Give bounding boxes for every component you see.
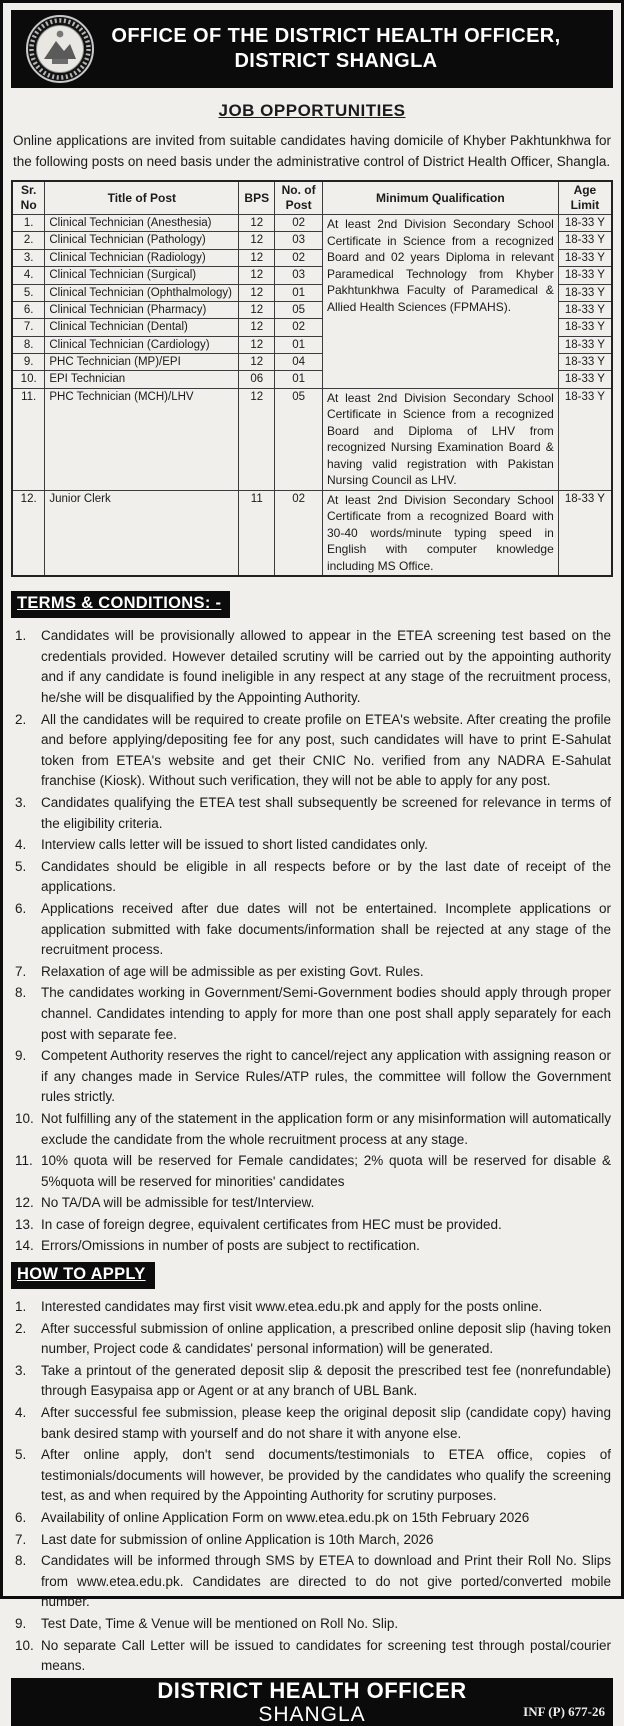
office-title-line1: OFFICE OF THE DISTRICT HEALTH OFFICER, bbox=[111, 25, 561, 47]
no-of-posts: 04 bbox=[275, 354, 323, 371]
term-item: Not fulfilling any of the statement in the application form or any misinformation will automatically exclude the candidate from the whole recruitment process at any stage. bbox=[41, 1110, 611, 1147]
sr-no: 9. bbox=[12, 354, 45, 371]
sr-no: 8. bbox=[12, 336, 45, 353]
age-limit: 18-33 Y bbox=[558, 232, 612, 249]
age-limit: 18-33 Y bbox=[558, 319, 612, 336]
qualification: At least 2nd Division Secondary School Certificate in Science from a recognized Board and Diploma of LHV from recognized Nursing Examination Board & having valid registration with Pakistan Nursing Council as LHV. bbox=[322, 388, 558, 490]
sr-no: 3. bbox=[12, 249, 45, 266]
no-of-posts: 03 bbox=[275, 267, 323, 284]
posts-table bbox=[11, 180, 613, 577]
age-limit: 18-33 Y bbox=[558, 388, 612, 490]
apply-step: No separate Call Letter will be issued to candidates for screening test through postal/courier means. bbox=[41, 1637, 611, 1674]
term-item: All the candidates will be required to create profile on ETEA's website. After creating the profile and before applying/depositing fee for any post, such candidates will have to print E-Sahulat token from ETEA's website and get their CNIC No. verified from any NADRA E-Sahulat franchise (Kiosk). Without such verification, they will not be able to apply for any post. bbox=[41, 711, 611, 789]
bps: 12 bbox=[239, 215, 275, 232]
apply-step: Take a printout of the generated deposit slip & deposit the prescribed test fee (nonrefundable) through Easypaisa app or Agent or at any branch of UBL Bank. bbox=[41, 1362, 611, 1399]
how-to-apply-heading bbox=[11, 1262, 155, 1289]
apply-step: Availability of online Application Form on www.etea.edu.pk on 15th February 2026 bbox=[41, 1510, 530, 1525]
footer-officer-title: DISTRICT HEALTH OFFICER bbox=[157, 1677, 467, 1703]
post-title: Clinical Technician (Surgical) bbox=[45, 267, 239, 284]
table-row bbox=[12, 388, 612, 490]
how-to-apply-heading-label: HOW TO APPLY bbox=[17, 1265, 146, 1284]
sr-no: 12. bbox=[12, 490, 45, 576]
table-row bbox=[12, 490, 612, 576]
col-header-minimum-qualification: Minimum Qualification bbox=[322, 181, 558, 215]
bps: 06 bbox=[239, 371, 275, 388]
how-to-apply-list bbox=[13, 1297, 611, 1678]
term-item: Competent Authority reserves the right to cancel/reject any application with assigning reason or if any changes made in Service Rules/ATP rules, the committee will follow the Government rules strictly. bbox=[41, 1048, 611, 1105]
col-header-no-of-post: No. of Post bbox=[275, 181, 323, 215]
header-titles bbox=[99, 24, 603, 74]
post-title: Clinical Technician (Anesthesia) bbox=[45, 215, 239, 232]
bps: 12 bbox=[239, 319, 275, 336]
term-item: Candidates should be eligible in all respects before or by the last date of receipt of the applications. bbox=[41, 858, 611, 895]
post-title: Clinical Technician (Ophthalmology) bbox=[45, 284, 239, 301]
bps: 12 bbox=[239, 267, 275, 284]
bps: 12 bbox=[239, 284, 275, 301]
no-of-posts: 05 bbox=[275, 301, 323, 318]
footer-advert-ref: INF (P) 677-26 bbox=[523, 1704, 605, 1720]
post-title: EPI Technician bbox=[45, 371, 239, 388]
age-limit: 18-33 Y bbox=[558, 301, 612, 318]
bps: 12 bbox=[239, 301, 275, 318]
apply-step: Interested candidates may first visit www.etea.edu.pk and apply for the posts online. bbox=[41, 1299, 543, 1315]
header-bar bbox=[11, 10, 613, 88]
office-title-line2: DISTRICT SHANGLA bbox=[234, 50, 438, 72]
terms-heading-label: TERMS & CONDITIONS: - bbox=[17, 594, 222, 613]
term-item: Candidates qualifying the ETEA test shall subsequently be screened for relevance in terms of the eligibility criteria. bbox=[41, 795, 611, 831]
age-limit: 18-33 Y bbox=[558, 215, 612, 232]
term-item: Interview calls letter will be issued to short listed candidates only. bbox=[41, 837, 428, 853]
term-item: Errors/Omissions in number of posts are subject to rectification. bbox=[41, 1238, 420, 1254]
bps: 12 bbox=[239, 232, 275, 249]
age-limit: 18-33 Y bbox=[558, 249, 612, 266]
sr-no: 1. bbox=[12, 215, 45, 232]
sr-no: 5. bbox=[12, 284, 45, 301]
how-to-apply-heading-wrap bbox=[11, 1258, 613, 1297]
terms-heading bbox=[11, 591, 230, 618]
sr-no: 4. bbox=[12, 267, 45, 284]
age-limit: 18-33 Y bbox=[558, 267, 612, 284]
age-limit: 18-33 Y bbox=[558, 371, 612, 388]
apply-step: After online apply, don't send documents/testimonials to ETEA office, copies of testimonials/documents will however, be provided by the candidates who qualify the screening test, as and when required by the Appointing Authority for scrutiny purposes. bbox=[41, 1447, 611, 1504]
no-of-posts: 01 bbox=[275, 371, 323, 388]
table-row bbox=[12, 215, 612, 232]
qualification-rows-1-10: At least 2nd Division Secondary School Certificate in Science from a recognized Board and 02 years Diploma in relevant Paramedical Technology from Khyber Pakhtunkhwa Faculty of Paramedical & Allied Health Sciences (FPMAHS). bbox=[322, 215, 558, 389]
term-item: Candidates will be provisionally allowed to appear in the ETEA screening test based on the credentials provided. However detailed scrutiny will be carried out by the appointing authority and if any candidate is found ineligible in any respect at any stage of the recruitment process, he/she will be disqualified by the Appointing Authority. bbox=[41, 628, 611, 706]
post-title: Junior Clerk bbox=[45, 490, 239, 576]
page-title: JOB OPPORTUNITIES bbox=[218, 101, 406, 120]
post-title: Clinical Technician (Pharmacy) bbox=[45, 301, 239, 318]
apply-step: After successful fee submission, please keep the original deposit slip (candidate copy) having bank desired stamp with yourself and do not share it with anyone else. bbox=[41, 1405, 611, 1441]
sr-no: 2. bbox=[12, 232, 45, 249]
no-of-posts: 01 bbox=[275, 336, 323, 353]
post-title: Clinical Technician (Cardiology) bbox=[45, 336, 239, 353]
qualification: At least 2nd Division Secondary School Certificate from a recognized Board with 30-40 words/minute typing speed in English with computer knowledge including MS Office. bbox=[322, 490, 558, 576]
col-header-title-of-post: Title of Post bbox=[45, 181, 239, 215]
no-of-posts: 02 bbox=[275, 215, 323, 232]
bps: 12 bbox=[239, 336, 275, 353]
footer-bar bbox=[11, 1678, 613, 1726]
no-of-posts: 05 bbox=[275, 388, 323, 490]
no-of-posts: 02 bbox=[275, 249, 323, 266]
age-limit: 18-33 Y bbox=[558, 336, 612, 353]
term-item: 10% quota will be reserved for Female candidates; 2% quota will be reserved for disable & 5%quota will be reserved for minorities' candidates bbox=[41, 1153, 611, 1189]
footer-district: SHANGLA bbox=[258, 1703, 366, 1726]
bps: 12 bbox=[239, 388, 275, 490]
term-item: In case of foreign degree, equivalent certificates from HEC must be provided. bbox=[41, 1216, 502, 1232]
bps: 11 bbox=[239, 490, 275, 576]
table-header-row bbox=[12, 181, 612, 215]
post-title: Clinical Technician (Radiology) bbox=[45, 249, 239, 266]
post-title: PHC Technician (MCH)/LHV bbox=[45, 388, 239, 490]
term-item: Applications received after due dates will not be entertained. Incomplete applications or application submitted with fake documents/information shall be rejected at any stage of the recruitment process. bbox=[41, 900, 611, 958]
terms-heading-wrap bbox=[11, 587, 613, 626]
sr-no: 6. bbox=[12, 301, 45, 318]
apply-step: Test Date, Time & Venue will be mentioned on Roll No. Slip. bbox=[41, 1615, 399, 1631]
term-item: The candidates working in Government/Semi-Government bodies should apply through proper channel. Candidates intending to apply for more than one post shall apply separately for each post with separate fee. bbox=[41, 985, 611, 1042]
post-title: Clinical Technician (Dental) bbox=[45, 319, 239, 336]
age-limit: 18-33 Y bbox=[558, 284, 612, 301]
intro-paragraph: Online applications are invited from suitable candidates having domicile of Khyber Pakhtunkhwa for the following posts on need basis under the administrative control of District Health Officer, Shangla. bbox=[13, 133, 611, 169]
apply-step: After successful submission of online application, a prescribed online deposit slip (having token number, Project code & candidates' personal information) will be generated. bbox=[41, 1320, 611, 1357]
post-title: PHC Technician (MP)/EPI bbox=[45, 354, 239, 371]
sr-no: 10. bbox=[12, 371, 45, 388]
col-header-bps: BPS bbox=[239, 181, 275, 215]
terms-list bbox=[13, 626, 611, 1258]
no-of-posts: 01 bbox=[275, 284, 323, 301]
post-title: Clinical Technician (Pathology) bbox=[45, 232, 239, 249]
bps: 12 bbox=[239, 354, 275, 371]
sr-no: 11. bbox=[12, 388, 45, 490]
term-item: Relaxation of age will be admissible as per existing Govt. Rules. bbox=[41, 963, 424, 979]
term-item: No TA/DA will be admissible for test/Interview. bbox=[41, 1195, 315, 1211]
col-header-sr-no: Sr. No bbox=[12, 181, 45, 215]
apply-step: Last date for submission of online Application is 10th March, 2026 bbox=[41, 1531, 434, 1547]
apply-step: Candidates will be informed through SMS by ETEA to download and Print their Roll No. Slips from www.etea.edu.pk. Candidates are directed to do not give ported/converted mobile number. bbox=[41, 1553, 611, 1610]
no-of-posts: 03 bbox=[275, 232, 323, 249]
age-limit: 18-33 Y bbox=[558, 354, 612, 371]
health-department-seal-icon bbox=[21, 14, 99, 84]
sr-no: 7. bbox=[12, 319, 45, 336]
col-header-age-limit: Age Limit bbox=[558, 181, 612, 215]
no-of-posts: 02 bbox=[275, 319, 323, 336]
no-of-posts: 02 bbox=[275, 490, 323, 576]
bps: 12 bbox=[239, 249, 275, 266]
age-limit: 18-33 Y bbox=[558, 490, 612, 576]
